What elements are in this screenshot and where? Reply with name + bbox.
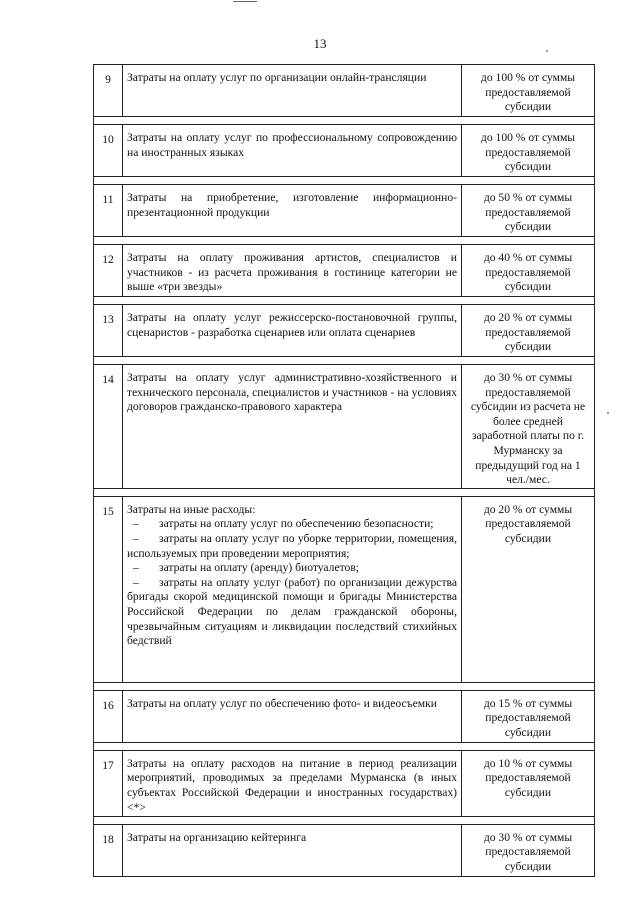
table-row — [94, 365, 595, 489]
row-number: 18 — [94, 824, 123, 876]
scan-speck — [546, 50, 548, 52]
expense-description: Затраты на оплату услуг по профессиональному сопровождению на иностранных языках — [123, 125, 462, 177]
expense-limit: до 100 % от суммы предоставляемой субсидии — [462, 65, 595, 117]
row-gap — [94, 177, 595, 185]
expense-sub-item — [127, 561, 457, 576]
expense-limit: до 10 % от суммы предоставляемой субсидии — [462, 750, 595, 816]
row-gap — [94, 682, 595, 690]
expense-description: Затраты на приобретение, изготовление информационно-презентационной продукции — [123, 185, 462, 237]
expense-description: Затраты на оплату проживания артистов, специалистов и участников - из расчета проживания в гостинице категории не выше «три звезды» — [123, 245, 462, 297]
dash-marker: – — [133, 575, 139, 589]
row-number: 9 — [94, 65, 123, 117]
dash-marker: – — [133, 561, 139, 575]
table-row — [94, 305, 595, 357]
expense-description: Затраты на оплату услуг по организации онлайн-трансляции — [123, 65, 462, 117]
scan-speck — [607, 412, 609, 414]
table-row — [94, 125, 595, 177]
expense-limit: до 20 % от суммы предоставляемой субсидии — [462, 305, 595, 357]
sub-item-text: затраты на оплату (аренду) биотуалетов; — [159, 561, 360, 575]
expense-limit: до 15 % от суммы предоставляемой субсидии — [462, 690, 595, 742]
row-number: 13 — [94, 305, 123, 357]
expense-sub-item — [127, 517, 457, 532]
row-number: 14 — [94, 365, 123, 489]
expense-limit: до 40 % от суммы предоставляемой субсидии — [462, 245, 595, 297]
expense-description: Затраты на оплату расходов на питание в период реализации мероприятий, проводимых за пределами Мурманска (в иных субъектах Российской Федерации и иностранных государствах) <*> — [123, 750, 462, 816]
row-gap — [94, 357, 595, 365]
table-row — [94, 690, 595, 742]
dash-marker: – — [133, 517, 139, 531]
top-edge-mark — [233, 1, 257, 2]
expense-limit: до 20 % от суммы предоставляемой субсидии — [462, 496, 595, 682]
page-number: 13 — [313, 36, 327, 51]
sub-item-text: затраты на оплату услуг по обеспечению безопасности; — [159, 517, 434, 531]
row-gap — [94, 117, 595, 125]
table-row — [94, 496, 595, 682]
row-gap — [94, 488, 595, 496]
expense-limit: до 100 % от суммы предоставляемой субсидии — [462, 125, 595, 177]
table-row — [94, 185, 595, 237]
row-gap — [94, 297, 595, 305]
sub-item-text: затраты на оплату услуг (работ) по организации дежурства бригады скорой медицинской помощи и бригады Министерства Российской Федерации по делам гражданской обороны, чрезвычайным ситуациям и ликвидации последствий стихийных бедствий — [127, 575, 457, 648]
row-number: 10 — [94, 125, 123, 177]
sub-item-text: затраты на оплату услуг по уборке территории, помещения, используемых при проведении мероприятия; — [127, 531, 457, 560]
expense-description: Затраты на оплату услуг по обеспечению фото- и видеосъемки — [123, 690, 462, 742]
table-row — [94, 65, 595, 117]
row-number: 15 — [94, 496, 123, 682]
table-row — [94, 824, 595, 876]
row-gap — [94, 816, 595, 824]
expense-limit: до 30 % от суммы предоставляемой субсидии — [462, 824, 595, 876]
expense-description: Затраты на оплату услуг режиссерско-постановочной группы, сценаристов - разработка сценариев или оплата сценариев — [123, 305, 462, 357]
table-row — [94, 750, 595, 816]
expense-description: Затраты на оплату услуг административно-хозяйственного и технического персонала, специалистов и участников - на условиях договоров гражданско-правового характера — [123, 365, 462, 489]
table-row — [94, 245, 595, 297]
row-number: 11 — [94, 185, 123, 237]
expense-limit: до 30 % от суммы предоставляемой субсидии из расчета не более средней заработной платы по г. Мурманску за предыдущий год на 1 чел./мес. — [462, 365, 595, 489]
expense-description: Затраты на организацию кейтеринга — [123, 824, 462, 876]
row-gap — [94, 742, 595, 750]
dash-marker: – — [133, 531, 139, 545]
expense-description — [123, 496, 462, 682]
row-number: 16 — [94, 690, 123, 742]
row-number: 12 — [94, 245, 123, 297]
cost-limits-table — [93, 64, 595, 877]
row-number: 17 — [94, 750, 123, 816]
expense-limit: до 50 % от суммы предоставляемой субсидии — [462, 185, 595, 237]
row-gap — [94, 237, 595, 245]
expense-intro: Затраты на иные расходы: — [127, 502, 256, 516]
expense-sub-item — [127, 576, 457, 649]
expense-sub-item — [127, 532, 457, 561]
